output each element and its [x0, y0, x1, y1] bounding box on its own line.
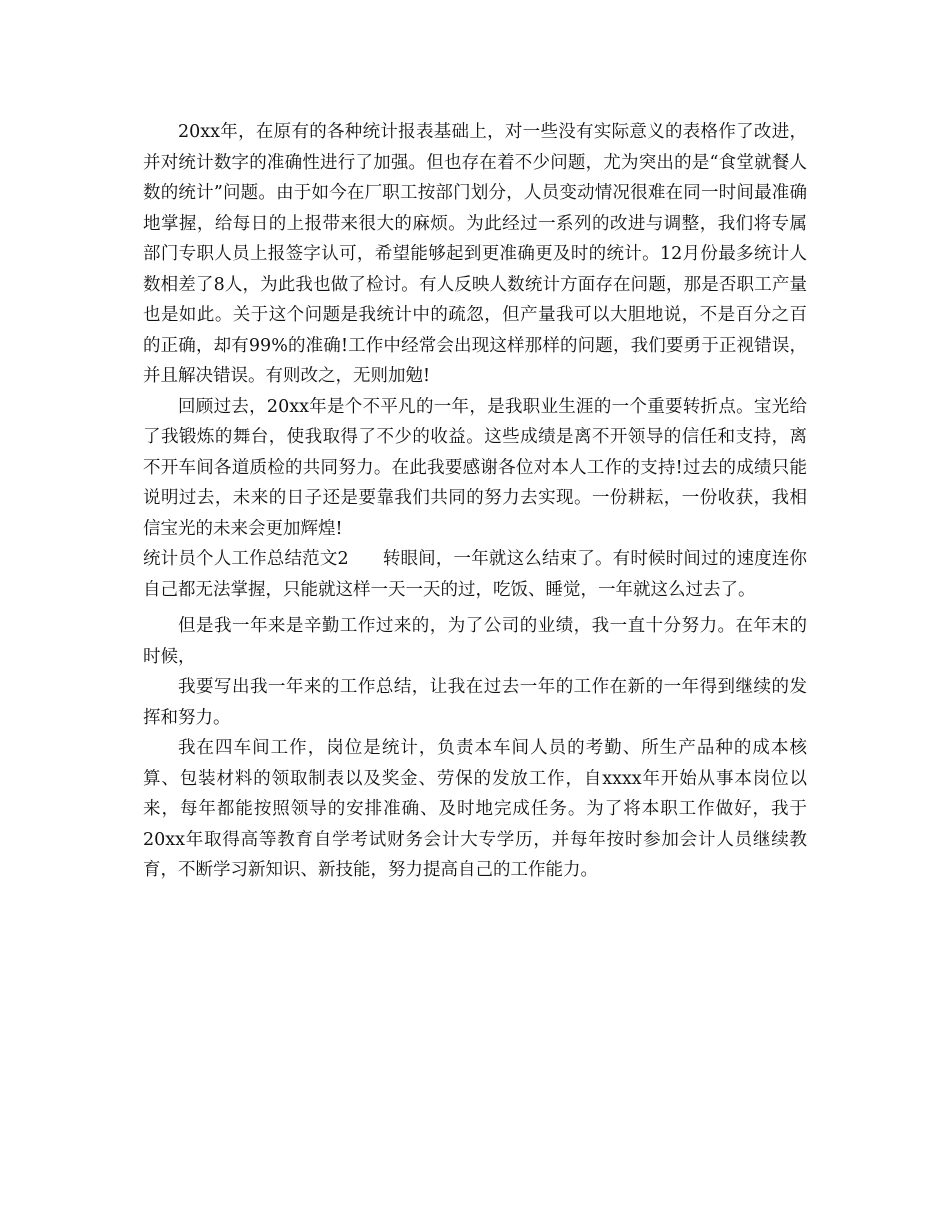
document-page	[143, 117, 807, 886]
section-heading: 统计员个人工作总结范文2	[143, 549, 349, 569]
paragraph-write-summary: 我要写出我一年来的工作总结，让我在过去一年的工作在新的一年得到继续的发挥和努力。	[143, 677, 807, 728]
section-heading-line	[143, 544, 807, 605]
paragraph-year-passed: 转眼间，一年就这么结束了。有时候时间过的速度连你自己都无法掌握，只能就这样一天一天的过，吃饭、睡觉，一年就这么过去了。	[143, 549, 807, 600]
paragraph-review-past: 回顾过去，20xx年是个不平凡的一年，是我职业生涯的一个重要转折点。宝光给了我锻炼的舞台，使我取得了不少的收益。这些成绩是离不开领导的信任和支持，离不开车间各道质检的共同努力。在此我要感谢各位对本人工作的支持!过去的成绩只能说明过去，未来的日子还是要靠我们共同的努力去实现。一份耕耘，一份收获，我相信宝光的未来会更加辉煌!	[143, 396, 807, 539]
paragraph-job-description: 我在四车间工作，岗位是统计，负责本车间人员的考勤、所生产品种的成本核算、包装材料的领取制表以及奖金、劳保的发放工作，自xxxx年开始从事本岗位以来，每年都能按照领导的安排准确、及时地完成任务。为了将本职工作做好，我于20xx年取得高等教育自学考试财务会计大专学历，并每年按时参加会计人员继续教育，不断学习新知识、新技能，努力提高自己的工作能力。	[143, 738, 807, 880]
paragraph-statistics-improvement: 20xx年，在原有的各种统计报表基础上，对一些没有实际意义的表格作了改进，并对统计数字的准确性进行了加强。但也存在着不少问题，尤为突出的是“食堂就餐人数的统计”问题。由于如今在厂职工按部门划分，人员变动情况很难在同一时间最准确地掌握，给每日的上报带来很大的麻烦。为此经过一系列的改进与调整，我们将专属部门专职人员上报签字认可，希望能够起到更准确更及时的统计。12月份最多统计人数相差了8人，为此我也做了检讨。有人反映人数统计方面存在问题，那是否职工产量也是如此。关于这个问题是我统计中的疏忽，但产量我可以大胆地说，不是百分之百的正确，却有99%的准确!工作中经常会出现这样那样的问题，我们要勇于正视错误，并且解决错误。有则改之，无则加勉!	[143, 122, 807, 386]
paragraph-hard-work: 但是我一年来是辛勤工作过来的，为了公司的业绩，我一直十分努力。在年末的时候，	[143, 616, 807, 667]
